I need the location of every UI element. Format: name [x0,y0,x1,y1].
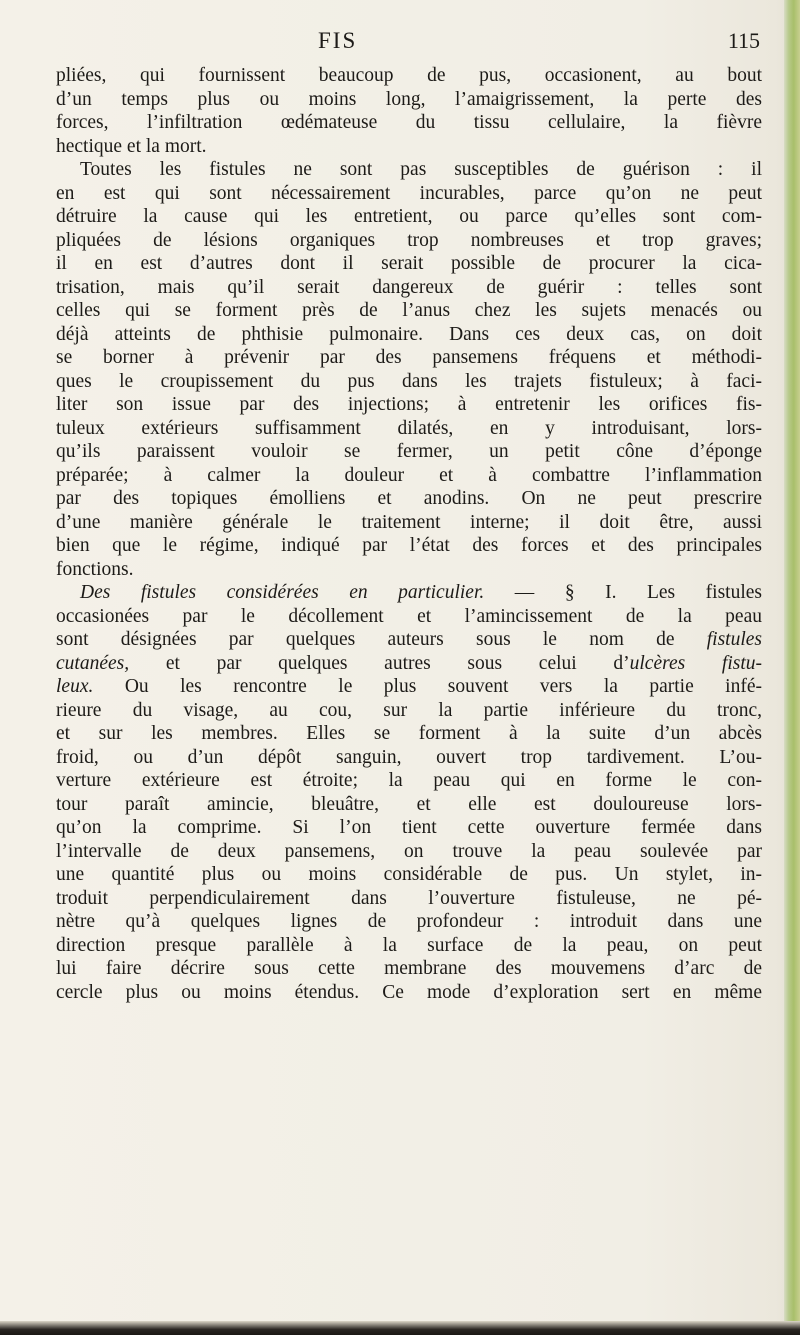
text-line: préparée; à calmer la douleur et à combattre l’inflammation [56,464,762,486]
text-line: forces, l’infiltration œdémateuse du tissu cellulaire, la fièvre [56,112,762,133]
section-heading-line [56,581,762,605]
text-line: Toutes les fistules ne sont pas susceptibles de guérison : il [80,159,762,180]
section-title: Des fistules considérées en particulier. [80,582,485,603]
text-line: ques le croupissement du pus dans les trajets fistuleux; à faci- [56,370,762,392]
page-header [48,28,768,62]
text-line: une quantité plus ou moins considérable de pus. Un stylet, in- [56,864,762,885]
text-line: verture extérieure est étroite; la peau qui en forme le con- [56,770,762,791]
page-edge-right [784,0,800,1335]
text-line: nètre qu’à quelques lignes de profondeur : introduit dans une [56,911,762,932]
text-line: pliées, qui fournissent beaucoup de pus, occasionent, au bout [56,65,762,86]
text-line: tour paraît amincie, bleuâtre, et elle est douloureuse lors- [56,793,762,815]
body-text [56,64,762,1004]
term-cutanees: cutanées, [56,652,130,674]
text-line: lui faire décrire sous cette membrane des mouvemens d’arc de [56,958,762,979]
text-line: d’une manière générale le traitement interne; il doit être, aussi [56,511,762,533]
text-line: occasionées par le décollement et l’amincissement de la peau [56,605,762,627]
term-ulceres-fistuleux: ulcères fistu- [629,652,763,674]
text-line: trisation, mais qu’il serait dangereux de guérir : telles sont [56,276,762,298]
text-line: l’intervalle de deux pansemens, on trouve la peau soulevée par [56,840,762,862]
text-line: déjà atteints de phthisie pulmonaire. Dans ces deux cas, on doit [56,323,762,345]
text-line: pliquées de lésions organiques trop nombreuses et trop graves; [56,229,762,251]
text-fragment: sont désignées par quelques auteurs sous le nom de [56,629,675,650]
text-line: liter son issue par des injections; à entretenir les orifices fis- [56,394,762,415]
term-leux: leux. [56,676,94,697]
section-number-text: — § I. Les fistules [514,582,762,603]
text-line: hectique et la mort. [56,135,207,157]
text-line: tuleux extérieurs suffisamment dilatés, en y introduisant, lors- [56,417,762,439]
text-line: fonctions. [56,558,134,580]
text-line: bien que le régime, indiqué par l’état des forces et des principales [56,535,762,556]
text-line: par des topiques émolliens et anodins. On ne peut prescrire [56,488,762,509]
text-fragment: Ou les rencontre le plus souvent vers la partie infé- [124,676,762,697]
text-line [56,652,762,676]
text-line: direction presque parallèle à la surface de la peau, on peut [56,934,762,956]
text-line: troduit perpendiculairement dans l’ouverture fistuleuse, ne pé- [56,887,762,909]
text-line: qu’ils paraissent vouloir se fermer, un petit cône d’éponge [56,441,762,462]
text-line: et sur les membres. Elles se forment à la suite d’un abcès [56,723,762,744]
text-line: d’un temps plus ou moins long, l’amaigrissement, la perte des [56,88,762,110]
text-line: celles qui se forment près de l’anus chez les sujets menacés ou [56,300,762,321]
text-line [56,628,762,652]
text-line: en est qui sont nécessairement incurables, parce qu’on ne peut [56,182,762,204]
text-line: il en est d’autres dont il serait possible de procurer la cica- [56,253,762,274]
page-number: 115 [727,28,760,53]
term-fistules: fistules [706,629,762,650]
text-fragment: et par quelques autres sous celui d’ [165,652,630,674]
text-line: détruire la cause qui les entretient, ou parce qu’elles sont com- [56,206,762,227]
running-head: FIS [318,28,358,53]
text-line: rieure du visage, au cou, sur la partie inférieure du tronc, [56,699,762,721]
text-line: froid, ou d’un dépôt sanguin, ouvert trop tardivement. L’ou- [56,746,762,768]
text-line: cercle plus ou moins étendus. Ce mode d’exploration sert en même [56,981,762,1003]
text-line: qu’on la comprime. Si l’on tient cette ouverture fermée dans [56,817,762,838]
text-line [56,675,762,699]
text-line: se borner à prévenir par des pansemens fréquens et méthodi- [56,347,762,368]
page-edge-bottom [0,1321,800,1335]
